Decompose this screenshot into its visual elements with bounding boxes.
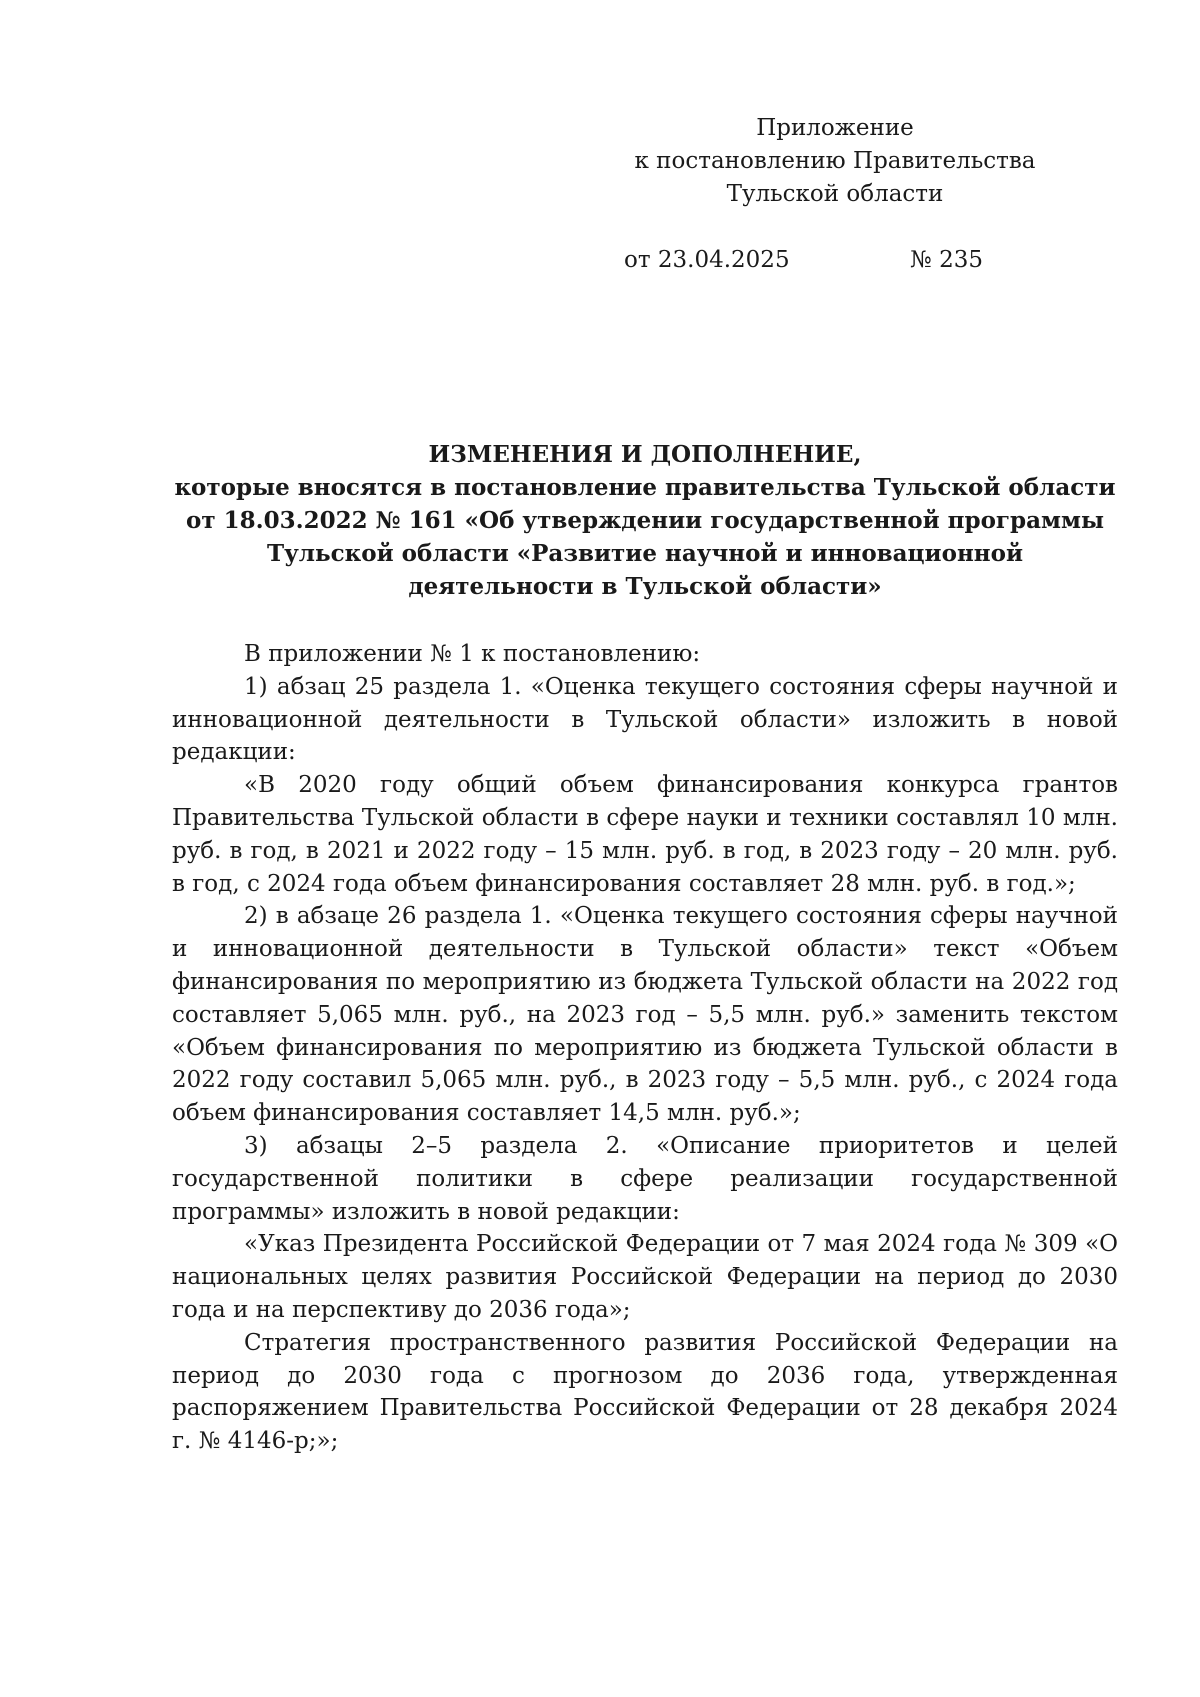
title-line-2: которые вносятся в постановление правительства Тульской области [174, 474, 1116, 501]
annex-line-1: Приложение [756, 115, 914, 141]
title-line-5: деятельности в Тульской области» [408, 573, 882, 600]
paragraph-quote-decree: «Указ Президента Российской Федерации от 7 мая 2024 года № 309 «О национальных целях развития Российской Федерации на период до 2030 года и на перспективу до 2036 года»; [172, 1231, 1118, 1323]
document-body [172, 638, 1118, 1458]
paragraph-quote-grants: «В 2020 году общий объем финансирования конкурса грантов Правительства Тульской области в сфере науки и техники составлял 10 млн. руб. в год, в 2021 и 2022 году – 15 млн. руб. в год, в 2023 году – 20 млн. руб. в год, с 2024 года объем финансирования составляет 28 млн. руб. в год.»; [172, 772, 1118, 897]
paragraph-intro: В приложении № 1 к постановлению: [244, 641, 701, 667]
title-line-4: Тульской области «Развитие научной и инновационной [266, 540, 1024, 567]
title-line-1: ИЗМЕНЕНИЯ И ДОПОЛНЕНИЕ, [428, 441, 862, 468]
title-line-3: от 18.03.2022 № 161 «Об утверждении государственной программы [185, 507, 1105, 534]
annex-line-2: к постановлению Правительства [634, 148, 1036, 174]
annex-line-3: Тульской области [726, 181, 944, 207]
annex-number: № 235 [910, 247, 983, 273]
paragraph-item-1: 1) абзац 25 раздела 1. «Оценка текущего состояния сферы научной и инновационной деятельности в Тульской области» изложить в новой редакции: [172, 673, 1118, 766]
paragraph-item-3: 3) абзацы 2–5 раздела 2. «Описание приоритетов и целей государственной политики в сфере реализации государственной программы» изложить в новой редакции: [172, 1132, 1118, 1225]
paragraph-item-2: 2) в абзаце 26 раздела 1. «Оценка текущего состояния сферы научной и инновационной деятельности в Тульской области» текст «Объем финансирования по мероприятию из бюджета Тульской области на 2022 год составляет 5,065 млн. руб., на 2023 год – 5,5 млн. руб.» заменить текстом «Объем финансирования по мероприятию из бюджета Тульской области в 2022 году составил 5,065 млн. руб., в 2023 году – 5,5 млн. руб., с 2024 года объем финансирования составляет 14,5 млн. руб.»; [172, 903, 1118, 1127]
annex-date: от 23.04.2025 [624, 247, 790, 273]
annex-header [600, 112, 1070, 211]
paragraph-strategy: Стратегия пространственного развития Российской Федерации на период до 2030 года с прогнозом до 2036 года, утвержденная распоряжением Правительства Российской Федерации от 28 декабря 2024 г. № 4146-р;»; [172, 1329, 1118, 1455]
document-title [172, 438, 1118, 603]
